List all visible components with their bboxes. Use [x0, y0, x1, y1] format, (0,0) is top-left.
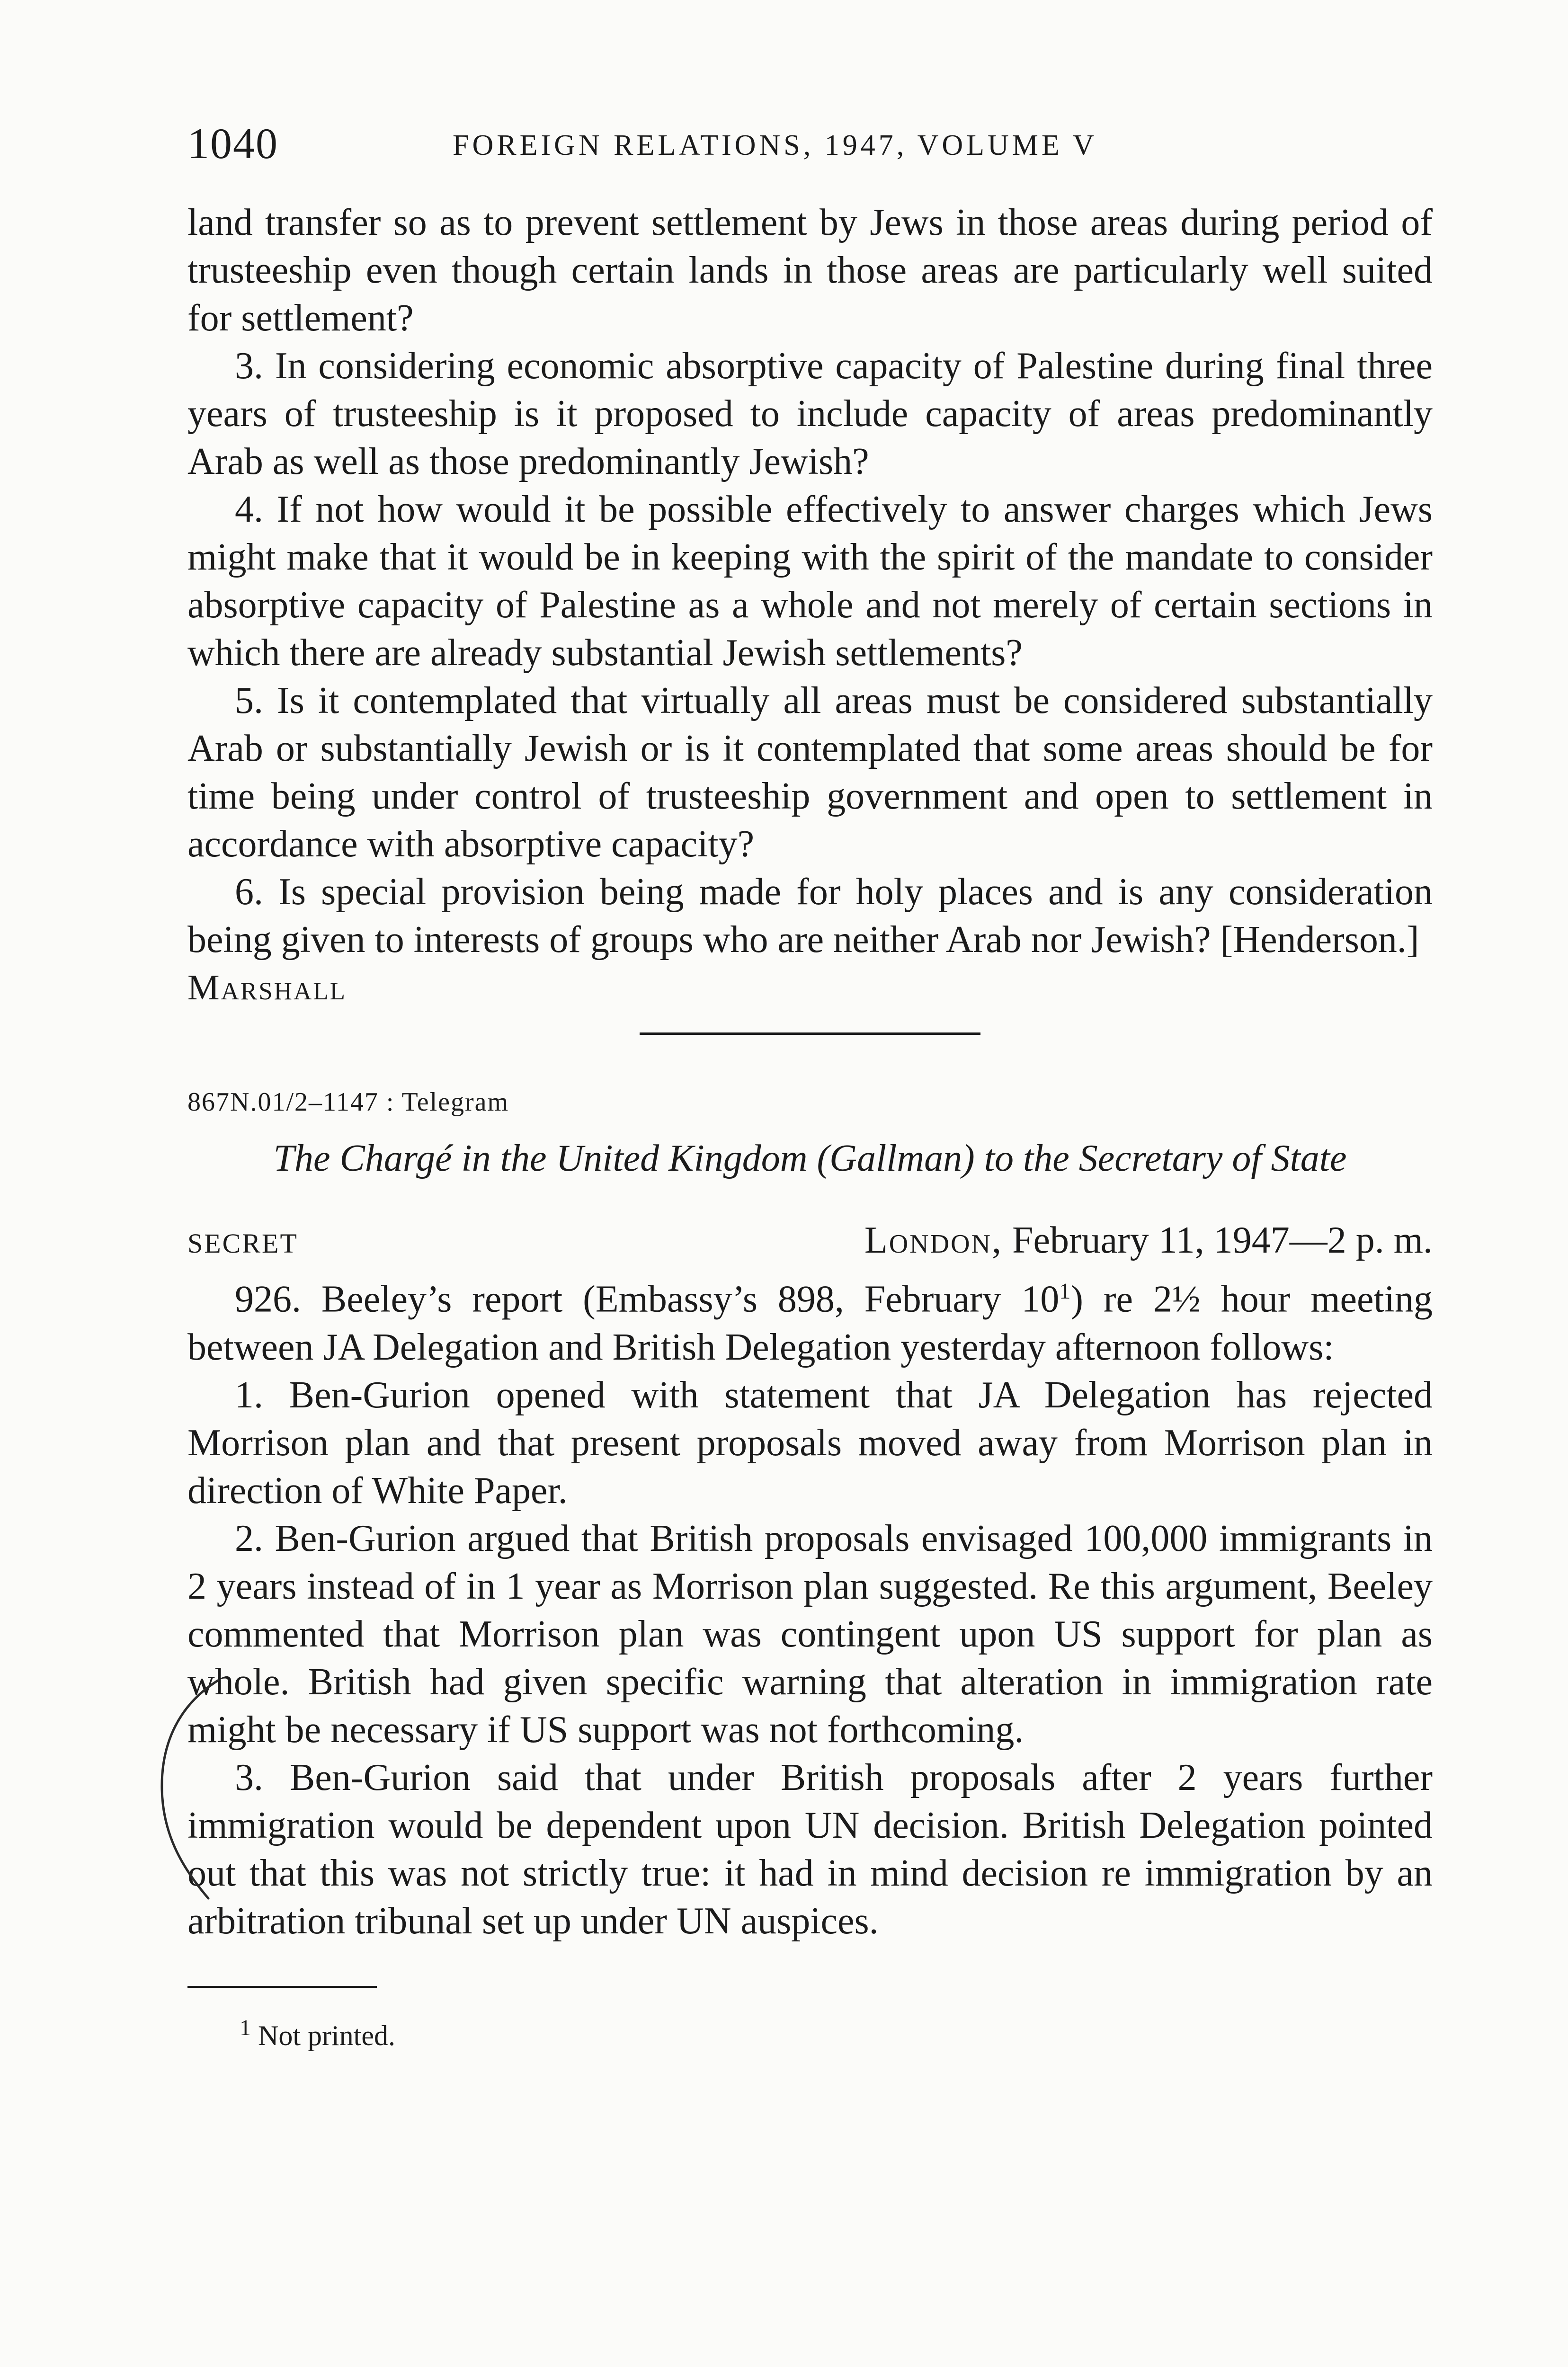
question-item-3: 3. In considering economic absorptive capacity of Palestine during final three years of trusteeship is it proposed to include capacity of areas predominantly Arab as well as those predominantly Jewish?: [187, 345, 1433, 482]
page-number: 1040: [187, 119, 278, 168]
telegram-opening: [187, 1267, 1433, 1371]
file-code: 867N.01/2–1147 : Telegram: [187, 1087, 509, 1117]
dateline-place: London,: [864, 1219, 1003, 1261]
report-item-3: 3. Ben-Gurion said that under British proposals after 2 years further immigration would be dependent upon UN decision. British Delegation pointed out that this was not strictly true: it had in mind decision re immigration by an arbitration tribunal set up under UN auspices.: [187, 1756, 1433, 1942]
footnote: [240, 2004, 1433, 2060]
dateline: [864, 1217, 1433, 1264]
page-header: [187, 118, 1433, 175]
running-title: FOREIGN RELATIONS, 1947, VOLUME V: [453, 129, 1097, 161]
footnote-text: Not printed.: [258, 2020, 395, 2051]
question-item-4: 4. If not how would it be possible effectively to answer charges which Jews might make that it would be in keeping with the spirit of the mandate to consider absorptive capacity of Palestine as a whole and not merely of certain sections in which there are already substantial Jewish settlements?: [187, 489, 1433, 674]
classification-label: SECRET: [187, 1228, 298, 1259]
report-item-2: 2. Ben-Gurion argued that British proposals envisaged 100,000 immigrants in 2 years instead of in 1 year as Morrison plan suggested. Re this argument, Beeley commented that Morrison plan was contingent upon US support for plan as whole. British had given specific warning that alteration in immigration rate might be necessary if US support was not forthcoming.: [187, 1517, 1433, 1751]
page-body: [187, 199, 1433, 2060]
footnote-number: 1: [240, 2015, 251, 2040]
signature: Marshall: [187, 968, 347, 1007]
question-item-6: 6. Is special provision being made for holy places and is any consideration being given to interests of groups who are neither Arab nor Jewish? [Henderson.]: [187, 871, 1433, 961]
report-item-1: 1. Ben-Gurion opened with statement that JA Delegation has rejected Morrison plan and that present proposals moved away from Morrison plan in direction of White Paper.: [187, 1374, 1433, 1512]
document-heading: The Chargé in the United Kingdom (Gallman) to the Secretary of State: [273, 1138, 1347, 1179]
footnote-divider: [187, 1986, 377, 1988]
classification-line: [187, 1217, 1433, 1267]
dateline-date: February 11, 1947—2 p. m.: [1012, 1219, 1433, 1261]
continuation-paragraph: land transfer so as to prevent settlement by Jews in those areas during period of trusteeship even though certain lands in those areas are particularly well suited for settlement?: [187, 202, 1433, 339]
section-divider: [640, 1032, 980, 1035]
opening-text-post: ) re 2½ hour meeting between JA Delegation and British Delegation yesterday afternoon follows:: [187, 1278, 1433, 1368]
question-item-5: 5. Is it contemplated that virtually all areas must be considered substantially Arab or substantially Jewish or is it contemplated that some areas should be for time being under control of trusteeship government and open to settlement in accordance with absorptive capacity?: [187, 680, 1433, 865]
footnote-reference: 1: [1059, 1279, 1071, 1304]
opening-text-pre: 926. Beeley’s report (Embassy’s 898, February 10: [235, 1278, 1060, 1320]
handwritten-bracket-mark: [151, 1676, 227, 1903]
